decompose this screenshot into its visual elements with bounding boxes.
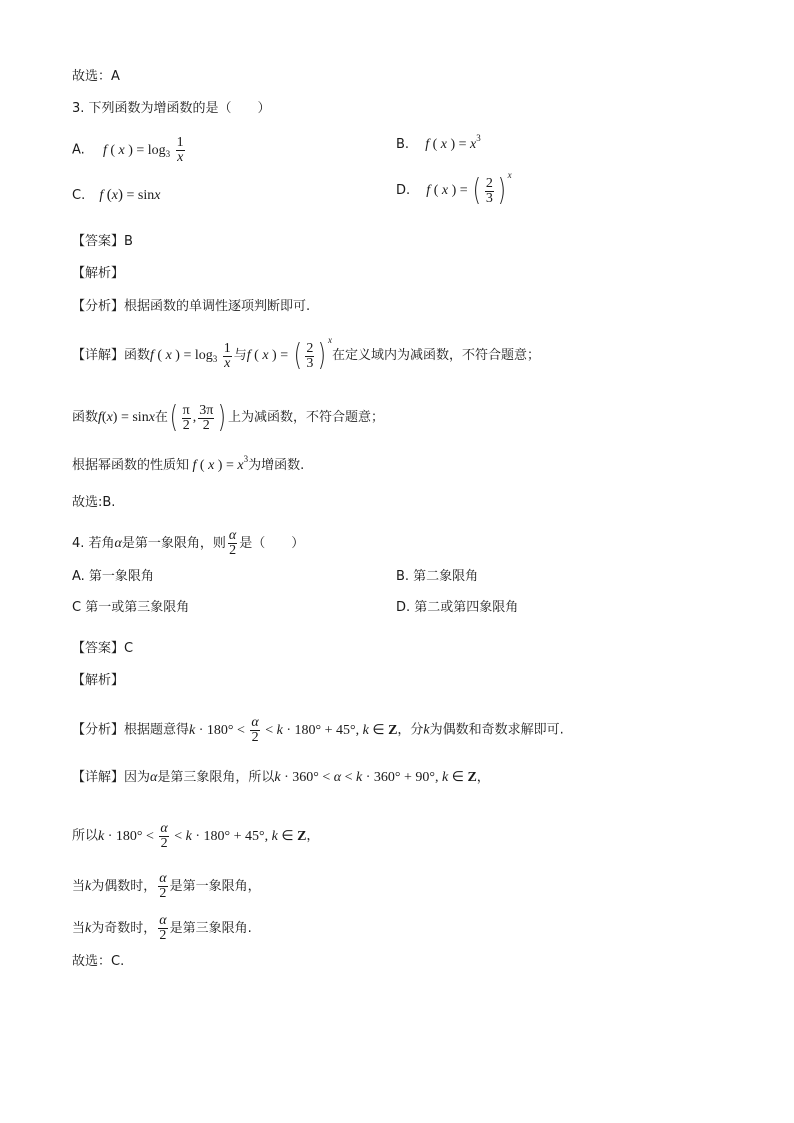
power-formula: f ( x ) = $x^3$: [192, 454, 249, 473]
q4-option-a: A. 第一象限角: [72, 569, 154, 584]
alpha-half-fraction: $\frac{\alpha}{2}$: [159, 913, 167, 943]
q4-detail: [72, 769, 490, 787]
alpha-symbol: α: [114, 536, 122, 551]
q3-sin-line: [72, 400, 385, 435]
q4-even-lead: 当: [72, 879, 86, 894]
q4-stem-mid: 是第一象限角，则: [121, 536, 226, 551]
power-lead-text: 根据幂函数的性质知: [72, 458, 190, 473]
detail-formula-exp: f ( x ) = ( $\frac{2}{3}$ ) $^x$: [246, 335, 333, 373]
option-b-label: B.: [396, 137, 410, 152]
sin-lead-text: 函数: [72, 410, 99, 426]
q4-so-formula: k · 180° < $\frac{\alpha}{2}$ < k · 180° + 45°, k ∈ Z: [98, 821, 307, 851]
q3-analysis: 【分析】根据函数的单调性逐项判断即可.: [72, 299, 311, 314]
option-a-label: A.: [72, 142, 85, 158]
q4-detail-tail: ，: [476, 770, 490, 785]
q4-option-b: B. 第二象限角: [396, 569, 479, 584]
q4-option-c: C 第一或第三象限角: [72, 600, 190, 615]
q4-analysis-mid: ，分: [397, 722, 424, 738]
alpha-half-fraction: $\frac{\alpha}{2}$: [228, 528, 237, 558]
q4-answer: 【答案】C: [72, 641, 134, 656]
option-c-formula: f (x) = sinx: [99, 187, 161, 203]
q4-analysis: [72, 716, 564, 745]
q3-stem: 3. 下列函数为增函数的是（ ）: [72, 101, 271, 116]
q4-even-tail: 是第一象限角，: [169, 879, 261, 894]
detail-and-text: 与: [233, 348, 247, 364]
q3-option-c: [72, 186, 160, 205]
q4-stem-tail: 是（ ）: [239, 536, 305, 551]
q4-detail-mid: 是第三象限角，所以: [157, 770, 275, 785]
q3-jiexi: 【解析】: [72, 266, 125, 281]
q4-option-d: D. 第二或第四象限角: [396, 600, 519, 615]
q4-analysis-lead: 【分析】根据题意得: [72, 722, 190, 738]
option-b-formula: f ( x ) = $x^3$: [425, 133, 481, 152]
q4-stem-lead: 4. 若角: [72, 536, 115, 551]
q4-odd-mid: 为奇数时，: [91, 921, 157, 936]
previous-answer-line: 故选：A: [72, 69, 120, 84]
q4-odd-tail: 是第三象限角.: [169, 921, 252, 936]
q4-so-line: [72, 822, 319, 851]
q3-choose: 故选:B.: [72, 495, 116, 510]
q3-power-line: [72, 454, 305, 475]
q4-choose: 故选：C.: [72, 954, 125, 969]
q4-analysis-tail: 为偶数和奇数求解即可.: [429, 722, 564, 738]
sin-in-text: 在: [154, 410, 168, 426]
q4-so-lead: 所以: [72, 828, 99, 844]
q4-detail-formula: k · 360° < α < k · 360° + 90°, k ∈ Z: [274, 770, 477, 785]
q3-answer: 【答案】B: [72, 234, 133, 249]
q3-option-a: [72, 136, 187, 165]
q4-odd-lead: 当: [72, 921, 86, 936]
k-symbol: k: [85, 879, 92, 894]
q4-jiexi: 【解析】: [72, 673, 125, 688]
q4-stem: [72, 529, 304, 558]
detail-tail-text: 在定义域内为减函数，不符合题意；: [332, 348, 541, 364]
q4-even-line: [72, 872, 261, 901]
q4-even-mid: 为偶数时，: [91, 879, 157, 894]
q4-analysis-formula: k · 180° < $\frac{\alpha}{2}$ < k · 180° + 45°, k ∈ Z: [189, 715, 398, 745]
sin-tail-text: 上为减函数，不符合题意；: [228, 410, 385, 426]
detail-lead-text: 【详解】函数: [72, 348, 151, 364]
q3-option-b: [396, 133, 481, 154]
q3-detail: [72, 335, 541, 373]
sin-interval: ( $\frac{\pi}{2}$ , $\frac{3\pi}{2}$ ): [169, 400, 227, 435]
q4-odd-line: [72, 914, 252, 943]
option-d-label: D.: [396, 183, 411, 199]
power-tail-text: 为增函数.: [248, 458, 305, 473]
alpha-symbol: α: [150, 770, 158, 785]
q4-detail-lead: 【详解】因为: [72, 770, 151, 785]
option-c-label: C.: [72, 188, 86, 203]
k-symbol: k: [85, 921, 92, 936]
option-a-formula: f ( x ) = $\log_3$ $\frac{1}{x}$: [102, 135, 184, 165]
alpha-half-fraction: $\frac{\alpha}{2}$: [159, 871, 167, 901]
k-symbol: k: [423, 722, 430, 738]
option-d-formula: f ( x ) = ( $\frac{2}{3}$ ) $^x$: [426, 170, 512, 208]
sin-formula: f(x) = sinx: [98, 410, 155, 426]
q3-option-d: [396, 170, 512, 208]
q4-so-tail: ，: [306, 828, 320, 844]
detail-formula-log: f ( x ) = $\log_3$ $\frac{1}{x}$: [150, 340, 231, 371]
